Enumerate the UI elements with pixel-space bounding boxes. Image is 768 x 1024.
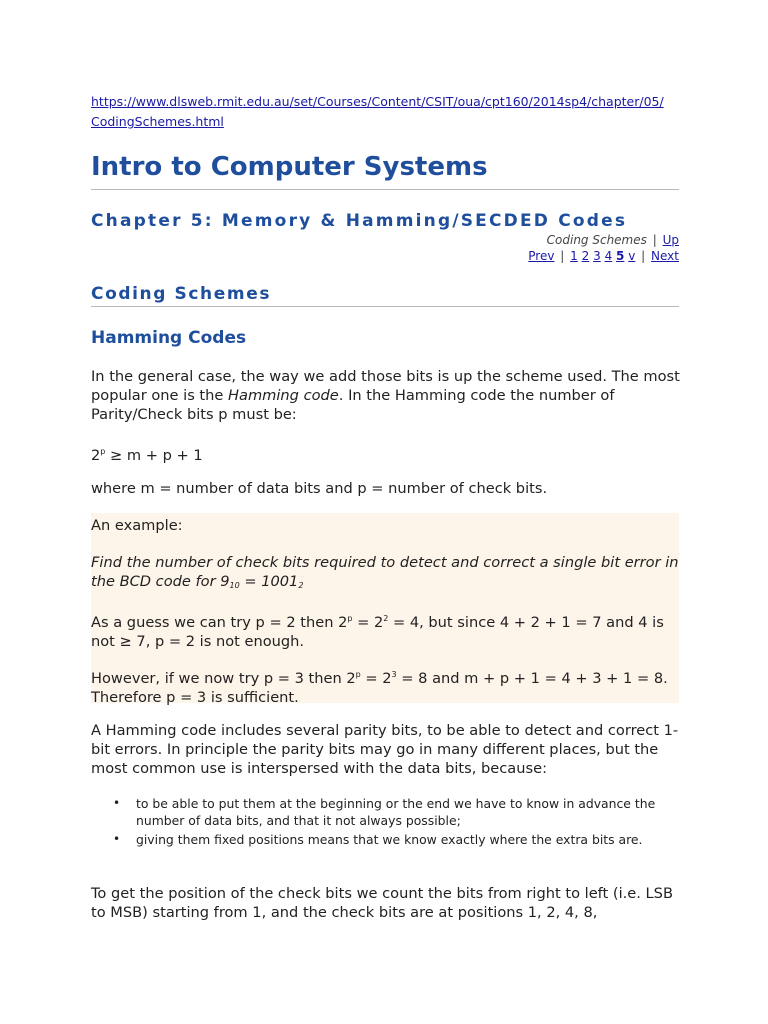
however-sup-2: 3 bbox=[391, 670, 397, 679]
example-guess bbox=[91, 609, 681, 651]
guess-text-3: = 4, but since 4 + 2 + 1 = 7 and 4 is not ≥ 7, p = 2 is not enough. bbox=[91, 614, 664, 650]
url-line-2[interactable]: CodingSchemes.html bbox=[91, 114, 224, 129]
intro-paragraph bbox=[91, 367, 681, 424]
example-however bbox=[91, 665, 681, 707]
bullet-list bbox=[91, 795, 679, 850]
list-item-text: to be able to put them at the beginning or the end we have to know in advance the number of data bits, and that it not always possible; bbox=[136, 796, 656, 828]
page-navigation bbox=[391, 248, 679, 264]
guess-sup-2: 2 bbox=[383, 614, 389, 623]
section-title: Coding Schemes bbox=[91, 284, 272, 304]
parity-formula bbox=[91, 442, 681, 465]
nav-separator: | bbox=[560, 249, 565, 263]
formula-exponent: p bbox=[100, 447, 106, 456]
section-divider bbox=[91, 306, 679, 307]
up-link[interactable]: Up bbox=[662, 233, 679, 247]
guess-sup-1: p bbox=[347, 614, 353, 623]
page-link-1[interactable]: 1 bbox=[570, 249, 578, 263]
question-text-1: Find the number of check bits required to detect and correct a single bit error in the BCD code for 9 bbox=[91, 554, 679, 590]
example-question bbox=[91, 553, 681, 595]
question-text-2: = 1001 bbox=[239, 573, 299, 590]
question-subscript-2: 2 bbox=[298, 581, 304, 590]
hamming-code-term: Hamming code bbox=[228, 387, 339, 404]
bullet-icon: • bbox=[113, 796, 121, 810]
subsection-title: Hamming Codes bbox=[91, 328, 247, 348]
position-paragraph: To get the position of the check bits we count the bits from right to left (i.e. LSB to MSB) starting from 1, and the check bits are at positions 1, 2, 4, 8, bbox=[91, 885, 673, 921]
however-sup-1: p bbox=[355, 670, 361, 679]
next-link[interactable]: Next bbox=[651, 249, 679, 263]
current-section-label: Coding Schemes bbox=[546, 233, 647, 247]
page-link-4[interactable]: 4 bbox=[604, 249, 613, 263]
nav-separator: | bbox=[641, 249, 646, 263]
guess-text-2: = 2 bbox=[352, 614, 384, 631]
however-text-1: However, if we now try p = 3 then 2 bbox=[91, 670, 356, 687]
guess-text-1: As a guess we can try p = 2 then 2 bbox=[91, 614, 348, 631]
prev-link[interactable]: Prev bbox=[528, 249, 555, 263]
hamming-paragraph: A Hamming code includes several parity bits, to be able to detect and correct 1-bit errors. In principle the parity bits may go in many different places, but the most common use is interspersed with the data bits, because: bbox=[91, 722, 679, 777]
nav-separator: | bbox=[652, 233, 657, 247]
source-url-link[interactable] bbox=[91, 92, 679, 132]
question-subscript-1: 10 bbox=[229, 581, 240, 590]
page-menu-link[interactable]: v bbox=[628, 249, 636, 263]
page-link-3[interactable]: 3 bbox=[593, 249, 601, 263]
intro-text-2: . In the Hamming code the number of Parity/Check bits p must be: bbox=[91, 387, 615, 423]
however-text-2: = 2 bbox=[360, 670, 392, 687]
page-link-5-current[interactable]: 5 bbox=[616, 249, 625, 263]
however-text-3: = 8 and m + p + 1 = 4 + 3 + 1 = 8. Therefore p = 3 is sufficient. bbox=[91, 670, 668, 706]
page-link-2[interactable]: 2 bbox=[581, 249, 590, 263]
list-item bbox=[91, 831, 679, 848]
example-heading: An example: bbox=[91, 517, 183, 534]
site-title: Intro to Computer Systems bbox=[91, 152, 488, 182]
formula-base: 2 bbox=[91, 447, 101, 464]
formula-rest: ≥ m + p + 1 bbox=[105, 447, 203, 464]
chapter-title: Chapter 5: Memory & Hamming/SECDED Codes bbox=[91, 211, 628, 231]
list-item bbox=[91, 795, 679, 829]
intro-text-1: In the general case, the way we add those bits is up the scheme used. The most popular one is the bbox=[91, 368, 680, 404]
title-divider bbox=[91, 189, 679, 190]
list-item-text: giving them fixed positions means that we know exactly where the extra bits are. bbox=[136, 832, 643, 847]
breadcrumb bbox=[391, 232, 679, 248]
where-paragraph: where m = number of data bits and p = number of check bits. bbox=[91, 480, 548, 497]
bullet-icon: • bbox=[113, 832, 121, 846]
url-line-1[interactable]: https://www.dlsweb.rmit.edu.au/set/Courses/Content/CSIT/oua/cpt160/2014sp4/chapter/05/ bbox=[91, 94, 664, 109]
